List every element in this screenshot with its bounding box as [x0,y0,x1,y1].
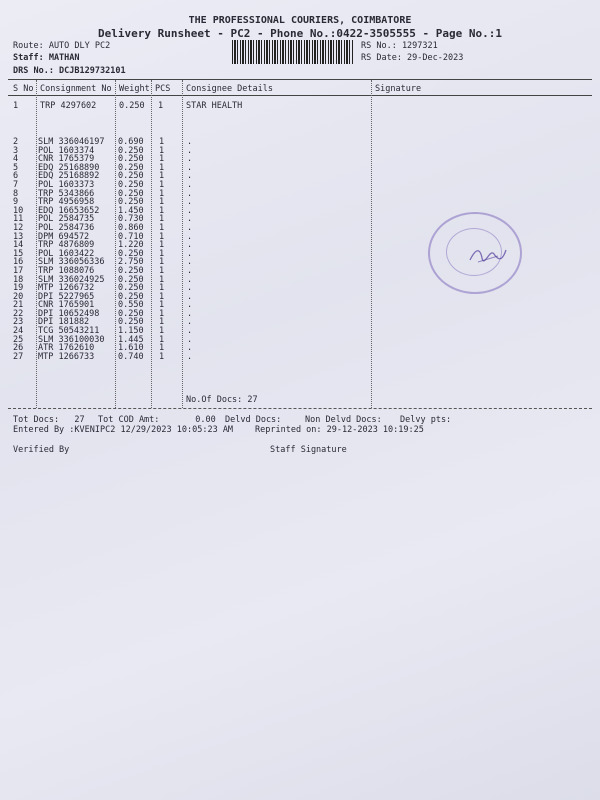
row-weight: 0.710 [118,231,144,242]
row-1-consignment: TRP 4297602 [40,101,97,111]
row-consignee: . [187,257,193,268]
row-sno: 22 [13,308,24,319]
row-sno: 24 [13,326,24,337]
row-pcs: 1 [159,162,165,173]
row-consignment: EDQ 16653652 [38,205,100,216]
row-consignment: TRP 5343866 [38,188,95,199]
row-consignment: POL 2584735 [38,214,95,225]
row-weight: 0.250 [118,265,144,276]
row-weight: 0.250 [118,154,144,165]
row-weight: 1.610 [118,343,144,354]
row-pcs: 1 [159,137,165,147]
row-consignee: . [187,137,193,147]
row-weight: 0.250 [118,145,144,156]
row-consignment: TRP 1088076 [38,265,95,276]
row-pcs: 1 [159,214,165,225]
row-pcs: 1 [159,317,165,328]
row-sno: 19 [13,283,24,294]
row-sno: 21 [13,300,24,311]
tot-cod-amt: Tot COD Amt: 0.00 [98,415,216,425]
row-consignee: . [187,351,193,362]
row-consignee: . [187,343,193,354]
row-consignment: DPI 181882 [38,317,90,328]
row-pcs: 1 [159,291,165,302]
row-weight: 0.250 [118,274,144,285]
row-consignment: SLM 336024925 [38,274,105,285]
row-consignee: . [187,283,193,294]
row-weight: 0.740 [118,351,144,362]
row-weight: 0.250 [118,162,144,173]
no-of-docs: No.Of Docs: 27 [186,395,258,405]
delvy-pts: Delvy pts: [400,415,452,425]
row-pcs: 1 [159,222,165,233]
table-top-rule [8,79,592,80]
row-consignment: EDQ 25168890 [38,162,100,173]
row-sno: 27 [13,351,24,362]
row-consignee: . [187,214,193,225]
row-sno: 7 [13,179,19,190]
col-signature: Signature [375,84,422,94]
row-consignee: . [187,188,193,199]
row-sno: 9 [13,197,19,208]
row-consignment: CNR 1765379 [38,154,95,165]
row-consignee: . [187,197,193,208]
table-bottom-rule [8,408,592,409]
row-pcs: 1 [159,351,165,362]
row-sno: 5 [13,162,19,173]
row-sno: 14 [13,240,24,251]
col-consignment: Consignment No [40,84,112,94]
row-consignment: CNR 1765901 [38,300,95,311]
row-weight: 0.250 [118,197,144,208]
row-consignment: MTP 1266733 [38,351,95,362]
row-consignee: . [187,222,193,233]
handwritten-signature [468,244,508,266]
company-title: THE PROFESSIONAL COURIERS, COIMBATORE [188,15,412,26]
table-header-rule [8,95,592,96]
row-consignment: SLM 336046197 [38,137,105,147]
row-consignment: DPM 694572 [38,231,90,242]
row-weight: 0.250 [118,317,144,328]
row-weight: 0.250 [118,171,144,182]
row-sno: 12 [13,222,24,233]
row-pcs: 1 [159,205,165,216]
row-consignee: . [187,205,193,216]
delvd-docs: Delvd Docs: [225,415,282,425]
row-sno: 2 [13,137,19,147]
row-sno: 16 [13,257,24,268]
entered-by: Entered By :KVENIPC2 12/29/2023 10:05:23 AM [13,425,234,435]
consignment-table [13,138,287,361]
col-weight: Weight [119,84,150,94]
row-consignee: . [187,248,193,259]
row-consignment: TRP 4876809 [38,240,95,251]
row-weight: 0.250 [118,308,144,319]
staff-signature: Staff Signature [270,445,347,455]
row-consignment: DPI 5227965 [38,291,95,302]
row-pcs: 1 [159,308,165,319]
row-weight: 0.250 [118,248,144,259]
row-consignee: . [187,334,193,345]
rs-number: RS No.: 1297321 [361,41,438,51]
row-consignee: . [187,231,193,242]
row-pcs: 1 [159,274,165,285]
row-sno: 4 [13,154,19,165]
row-consignment: SLM 336056336 [38,257,105,268]
verified-by: Verified By [13,445,70,455]
col-divider [371,80,372,408]
col-sno: S No [13,84,34,94]
row-sno: 10 [13,205,24,216]
non-delvd-docs: Non Delvd Docs: [305,415,382,425]
drs-number: DRS No.: DCJB129732101 [13,66,126,76]
row-weight: 2.750 [118,257,144,268]
row-weight: 0.250 [118,188,144,199]
row-consignee: . [187,291,193,302]
row-sno: 23 [13,317,24,328]
row-pcs: 1 [159,334,165,345]
row-sno: 18 [13,274,24,285]
reprinted-on: Reprinted on: 29-12-2023 10:19:25 [255,425,424,435]
row-pcs: 1 [159,343,165,354]
row-pcs: 1 [159,145,165,156]
row-pcs: 1 [159,197,165,208]
row-pcs: 1 [159,240,165,251]
barcode [232,40,354,64]
row-consignee: . [187,240,193,251]
row-weight: 1.450 [118,205,144,216]
row-sno: 6 [13,171,19,182]
row-sno: 3 [13,145,19,156]
row-pcs: 1 [159,283,165,294]
row-1-sno: 1 [13,101,19,111]
row-pcs: 1 [159,154,165,165]
row-1-consignee: STAR HEALTH [186,101,243,111]
row-weight: 1.445 [118,334,144,345]
row-pcs: 1 [159,326,165,337]
col-pcs: PCS [155,84,171,94]
row-consignment: EDQ 25168892 [38,171,100,182]
row-consignee: . [187,145,193,156]
row-1-weight: 0.250 [119,101,145,111]
row-consignment: TCG 50543211 [38,326,100,337]
row-consignment: POL 1603422 [38,248,95,259]
row-consignee: . [187,171,193,182]
row-sno: 15 [13,248,24,259]
rs-date: RS Date: 29-Dec-2023 [361,53,464,63]
row-sno: 25 [13,334,24,345]
row-1-pcs: 1 [158,101,164,111]
row-pcs: 1 [159,257,165,268]
row-weight: 0.690 [118,137,144,147]
row-pcs: 1 [159,231,165,242]
row-weight: 1.220 [118,240,144,251]
staff-label: Staff: MATHAN [13,53,80,63]
row-consignment: MTP 1266732 [38,283,95,294]
row-consignee: . [187,317,193,328]
row-consignment: ATR 1762610 [38,343,95,354]
row-weight: 0.250 [118,179,144,190]
col-consignee: Consignee Details [186,84,273,94]
row-consignment: POL 1603374 [38,145,95,156]
row-consignee: . [187,162,193,173]
row-consignment: TRP 4956958 [38,197,95,208]
row-pcs: 1 [159,265,165,276]
route-label: Route: AUTO DLY PC2 [13,41,111,51]
row-consignee: . [187,179,193,190]
row-weight: 0.250 [118,283,144,294]
row-weight: 0.550 [118,300,144,311]
row-consignee: . [187,300,193,311]
runsheet-title: Delivery Runsheet - PC2 - Phone No.:0422-3505555 - Page No.:1 [98,27,502,40]
row-weight: 0.860 [118,222,144,233]
row-pcs: 1 [159,171,165,182]
row-weight: 0.730 [118,214,144,225]
row-consignee: . [187,308,193,319]
tot-docs: Tot Docs: 27 [13,415,85,425]
row-consignee: . [187,265,193,276]
row-consignment: SLM 336100030 [38,334,105,345]
row-consignee: . [187,274,193,285]
row-pcs: 1 [159,248,165,259]
row-weight: 0.250 [118,291,144,302]
row-sno: 17 [13,265,24,276]
row-pcs: 1 [159,300,165,311]
row-consignment: POL 1603373 [38,179,95,190]
row-consignee: . [187,326,193,337]
row-consignment: DPI 10652498 [38,308,100,319]
row-consignment: POL 2584736 [38,222,95,233]
row-sno: 13 [13,231,24,242]
row-pcs: 1 [159,179,165,190]
row-consignee: . [187,154,193,165]
table-row [13,353,287,362]
row-weight: 1.150 [118,326,144,337]
row-pcs: 1 [159,188,165,199]
row-sno: 26 [13,343,24,354]
row-sno: 8 [13,188,19,199]
row-sno: 11 [13,214,24,225]
row-sno: 20 [13,291,24,302]
